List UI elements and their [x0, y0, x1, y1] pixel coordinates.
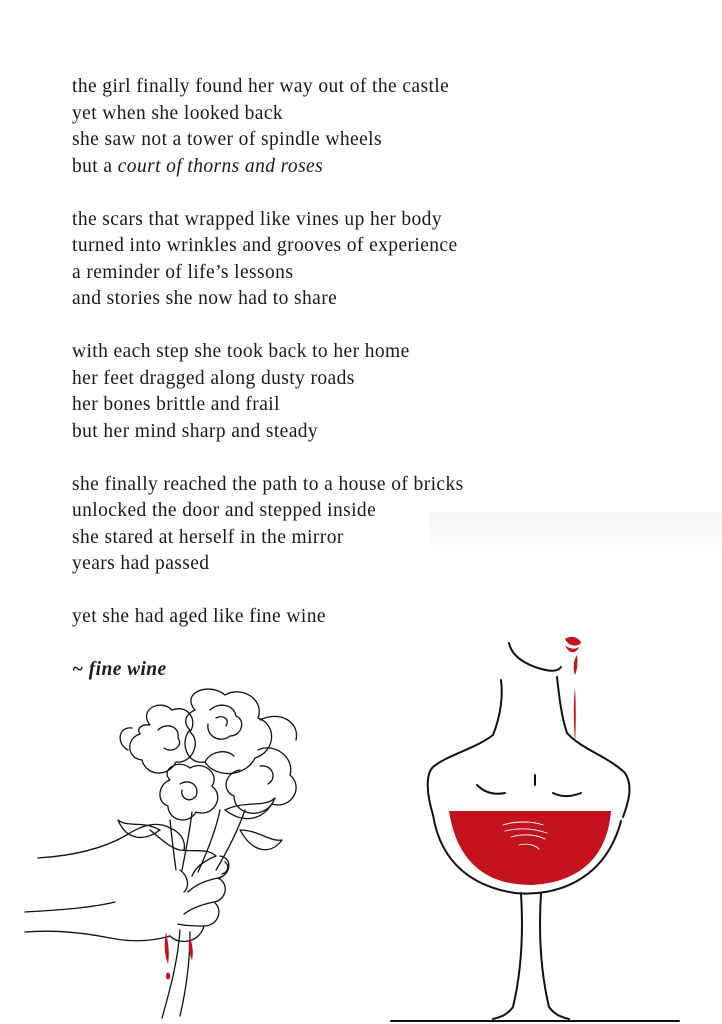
stanza-2 [72, 207, 692, 313]
poem-line: her feet dragged along dusty roads [72, 367, 355, 389]
poem-signature: ~ fine wine [72, 659, 167, 680]
poem-line: the girl finally found her way out of the castle [72, 76, 450, 97]
stanza-1 [72, 74, 692, 180]
poem-line: turned into wrinkles and grooves of experience [72, 235, 458, 256]
hand [25, 824, 229, 941]
wine-glass-woman-illustration [385, 625, 685, 1024]
face-and-neck [493, 643, 567, 735]
poem-line: but her mind sharp and steady [72, 420, 319, 442]
poem-line: a reminder of life’s lessons [72, 261, 294, 283]
red-lips [565, 637, 581, 745]
poem-line: years had passed [72, 553, 210, 574]
poem-line: she saw not a tower of spindle wheels [72, 129, 382, 150]
poem [72, 74, 692, 684]
poem-line: she stared at herself in the mirror [72, 526, 344, 548]
poem-line: with each step she took back to her home [72, 341, 410, 362]
poem-line: unlocked the door and stepped inside [72, 500, 377, 521]
stanza-3 [72, 339, 692, 445]
glass-stem-and-base [391, 893, 679, 1021]
poem-line: yet when she looked back [72, 102, 284, 124]
poem-line: her bones brittle and frail [72, 394, 280, 415]
poem-line: she finally reached the path to a house of bricks [72, 473, 464, 495]
poem-line: yet she had aged like fine wine [72, 606, 326, 627]
poem-line-with-title-reference [72, 154, 692, 181]
stanza-4 [72, 472, 692, 578]
line-prefix: but a [72, 155, 118, 177]
poem-line: and stories she now had to share [72, 288, 338, 309]
rose-bouquet [118, 689, 297, 1018]
poem-line: the scars that wrapped like vines up her body [72, 208, 442, 230]
italic-book-title: court of thorns and roses [117, 155, 324, 177]
hand-holding-roses-illustration [20, 680, 320, 1024]
